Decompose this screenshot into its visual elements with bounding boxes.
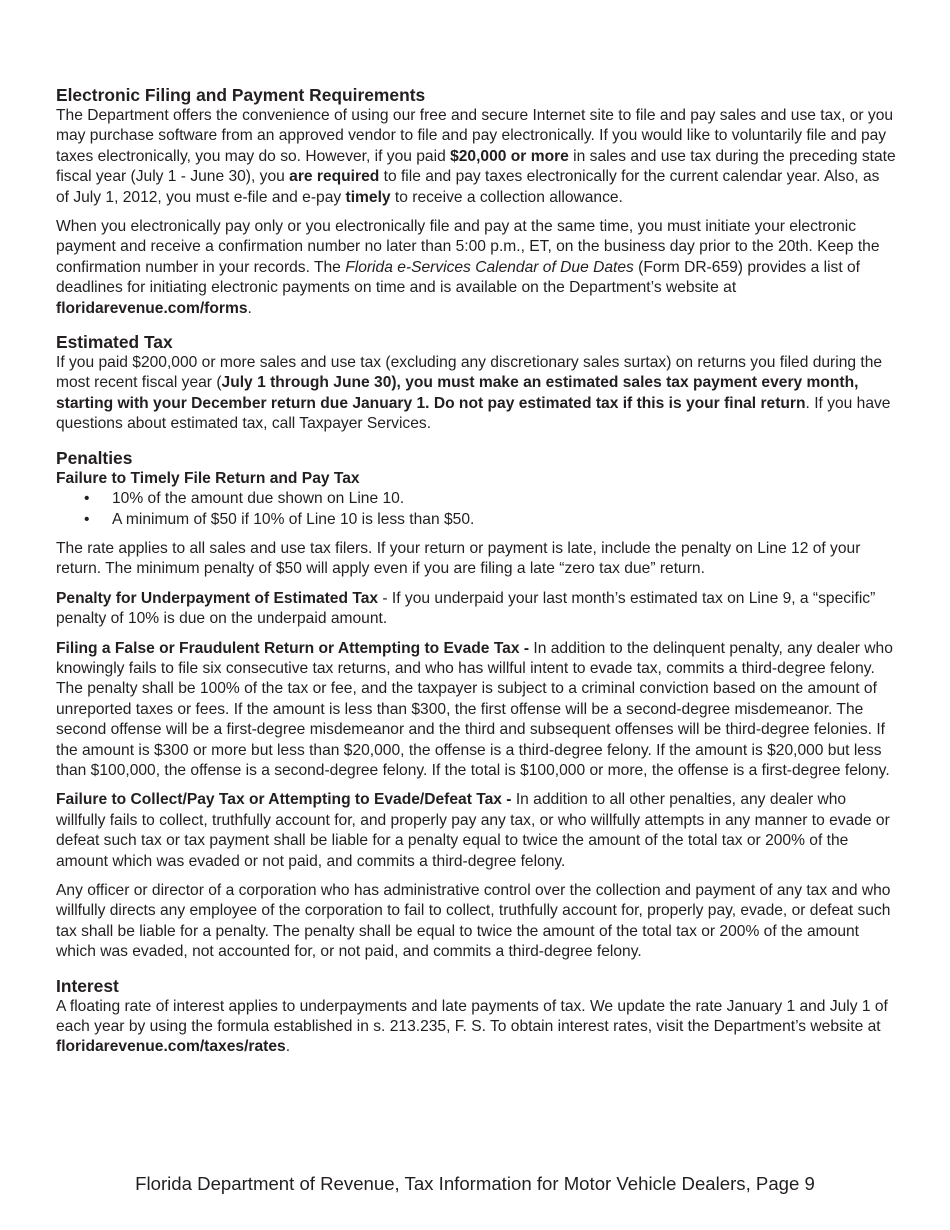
estimated-tax-paragraph: If you paid $200,000 or more sales and use tax (excluding any discretionary sales surtax) on returns you filed during the most recent fiscal year (July 1 through June 30), you must make an estimated sales tax payment every month, starting with your December return due January 1. Do not pay estimated tax if this is your final return. If you have questions about estimated tax, call Taxpayer Services. (56, 354, 891, 433)
forms-link[interactable]: floridarevenue.com/forms (56, 299, 248, 317)
timely-file-subheading: Failure to Timely File Return and Pay Tax (56, 469, 360, 487)
estimated-tax-section (56, 331, 896, 435)
efile-heading: Electronic Filing and Payment Requirements (56, 85, 426, 105)
penalties-heading: Penalties (56, 447, 133, 468)
estimated-tax-heading: Estimated Tax (56, 332, 173, 353)
rates-link[interactable]: floridarevenue.com/taxes/rates (56, 1038, 286, 1056)
penalty-bullet-list (56, 489, 896, 530)
page-footer: Florida Department of Revenue, Tax Information for Motor Vehicle Dealers, Page 9 (135, 1173, 815, 1194)
penalty-rate-paragraph: The rate applies to all sales and use tax filers. If your return or payment is late, include the penalty on Line 12 of your return. The minimum penalty of $50 will apply even if you are filing a late “zero tax due” return. (56, 539, 861, 578)
interest-paragraph: A floating rate of interest applies to underpayments and late payments of tax. We update the rate January 1 and July 1 of each year by using the formula established in s. 213.235, F. S. To obtain interest rates, visit the Department’s website at floridarevenue.com/taxes/rates. (56, 997, 888, 1056)
underpayment-paragraph: Penalty for Underpayment of Estimated Tax - If you underpaid your last month’s estimated tax on Line 9, a “specific” penalty of 10% is due on the underpaid amount. (56, 589, 876, 628)
efile-paragraph-1: The Department offers the convenience of using our free and secure Internet site to file and pay sales and use tax, or you may purchase software from an approved vendor to file and pay electronically. If you would like to voluntarily file and pay taxes electronically, you may do so. However, if you paid $20,000 or more in sales and use tax during the preceding state fiscal year (July 1 - June 30), you are required to file and pay taxes electronically for the current calendar year. Also, as of July 1, 2012, you must e-file and e-pay timely to receive a collection allowance. (56, 107, 896, 206)
page-content (56, 84, 896, 1067)
false-return-paragraph: Filing a False or Fraudulent Return or Attempting to Evade Tax - In addition to the delinquent penalty, any dealer who knowingly fails to file six consecutive tax returns, and who has willful intent to evade tax, commits a third-degree felony. The penalty shall be 100% of the tax or fee, and the taxpayer is subject to a criminal conviction based on the amount of unreported taxes or fees. If the amount is less than $300, the first offense will be a second-degree misdemeanor. The second offense will be a first-degree misdemeanor and the third and subsequent offenses will be third-degree felonies. If the amount is $300 or more but less than $20,000, the offense is a third-degree felony. If the amount is $20,000 but less than $100,000, the offense is a second-degree felony. If the total is $100,000 or more, the offense is a first-degree felony. (56, 639, 893, 779)
list-item: • A minimum of $50 if 10% of Line 10 is less than $50. (56, 510, 896, 530)
officer-liability-paragraph: Any officer or director of a corporation who has administrative control over the collection and payment of any tax and who willfully directs any employee of the corporation to fail to collect, truthfully account for, properly pay, evade, or defeat such tax shall be liable for a penalty. The penalty shall be equal to twice the amount of the total tax or 200% of the amount which was evaded, not accounted for, or not paid, and commits a third-degree felony. (56, 882, 891, 961)
interest-heading: Interest (56, 975, 119, 996)
penalties-section (56, 447, 896, 963)
efile-paragraph-2: When you electronically pay only or you electronically file and pay at the same time, you must initiate your electronic payment and receive a confirmation number no later than 5:00 p.m., ET, on the business day prior to the 20th. Keep the confirmation number in your records. The Florida e-Services Calendar of Due Dates (Form DR-659) provides a list of deadlines for initiating electronic payments on time and is available on the Department’s website at floridarevenue.com/forms. (56, 218, 880, 317)
failure-to-collect-paragraph: Failure to Collect/Pay Tax or Attempting to Evade/Defeat Tax - In addition to all other penalties, any dealer who willfully fails to collect, truthfully account for, and properly pay any tax, or who willfully attempts in any manner to evade or defeat such tax or tax payment shall be liable for a penalty equal to twice the amount of the total tax or 200% of the amount which was evaded or not paid, and commits a third-degree felony. (56, 791, 890, 870)
interest-section (56, 975, 896, 1058)
list-item: • 10% of the amount due shown on Line 10. (56, 489, 896, 509)
